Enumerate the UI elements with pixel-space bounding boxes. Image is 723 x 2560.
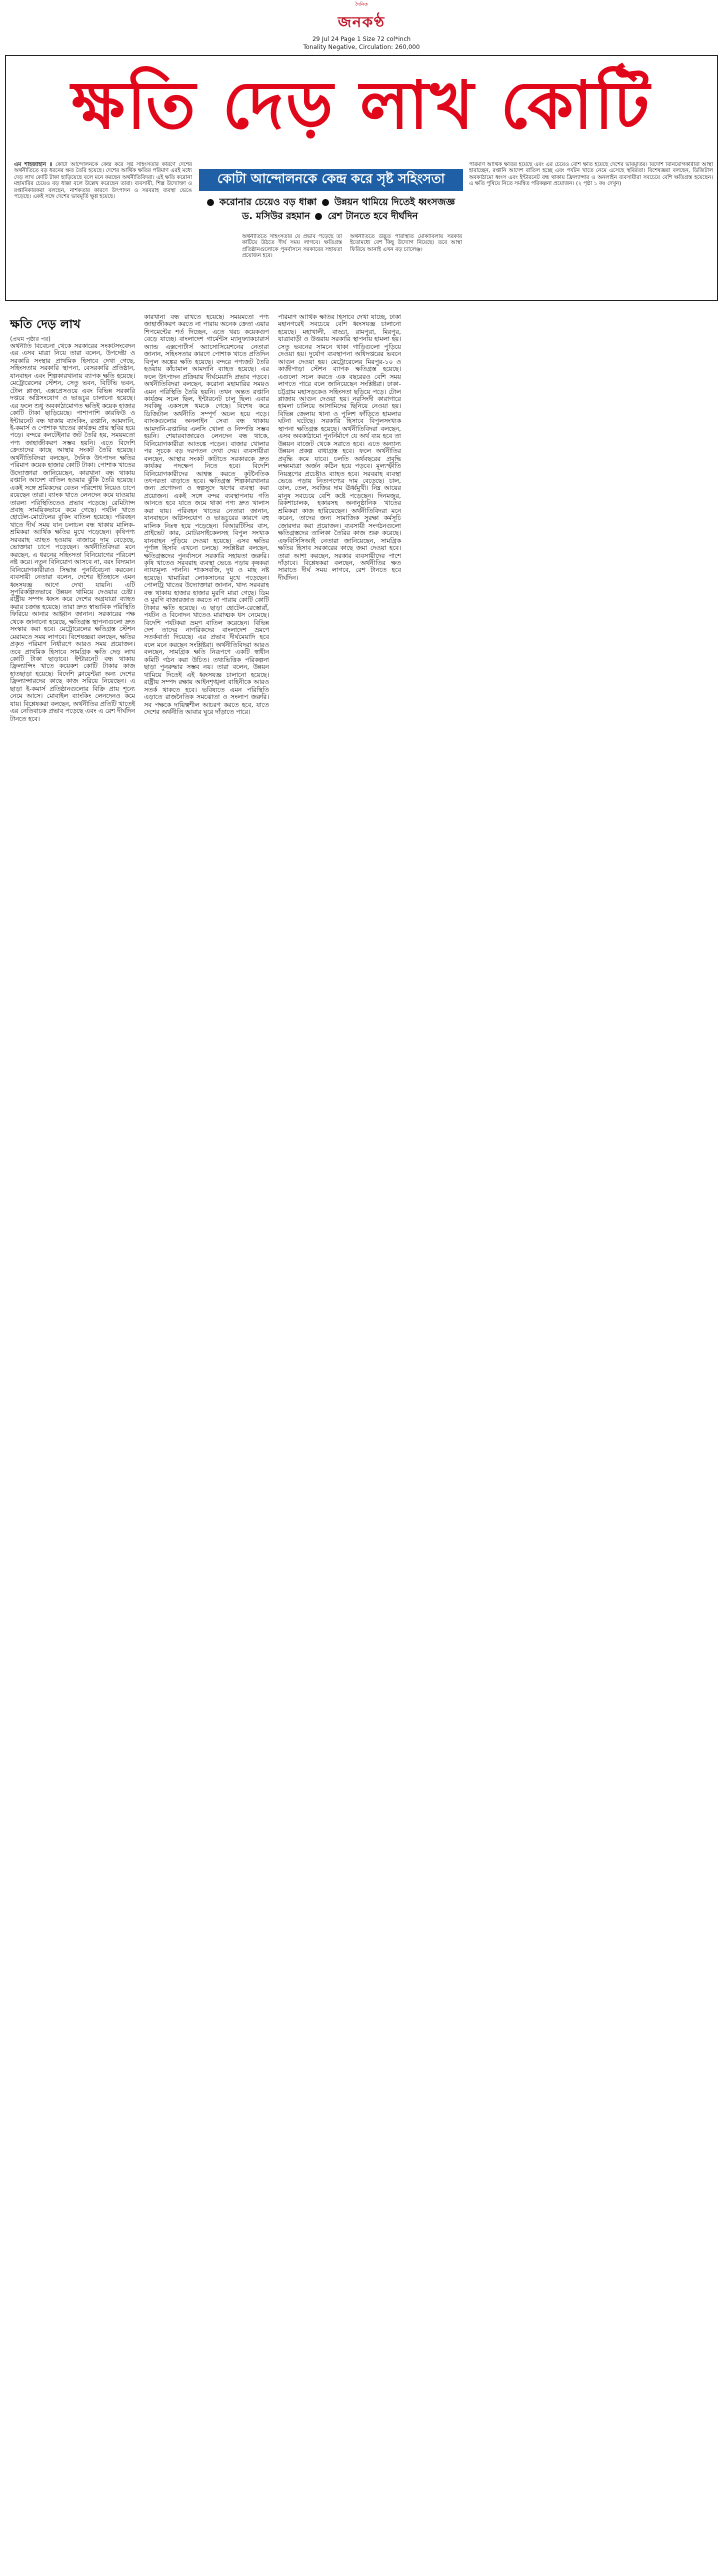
masthead-tagline: দৈনিক <box>355 2 368 8</box>
bullet-4: রেশ টানতে হবে দীর্ঘদিন <box>327 211 418 222</box>
lead-column-1 <box>14 162 192 294</box>
headline-bullets <box>199 196 461 224</box>
reporter-byline: এম শাহজাহান ॥ <box>14 162 53 168</box>
lead-column-1-text: কোটা আন্দোলনকে কেন্দ্র করে সৃষ্ট সহিংসতার কারণে দেশের অর্থনীতিতে বড় ধরনের ক্ষত তৈরি হয়েছে। দেশের আর্থিক ক্ষতির পরিমাণ এরই মধ্যে দেড় লাখ কোটি টাকা ছাড়িয়েছে বলে মনে করছেন অর্থনীতিবিদরা। এই ক্ষতি করোনা মহামারির চেয়েও বড় ধাক্কা বলে উল্লেখ করেছেন তারা। ব্যবসায়ী, শিল্প উদ্যোক্তা ও রপ্তানিকারকরা বলছেন, নাশকতার কারণে উৎপাদন ও সরবরাহ ব্যবস্থা ভেঙে পড়েছে। একই সঙ্গে দেশের ভাবমূর্তি ক্ষুণ্ণ হয়েছে। <box>14 162 192 201</box>
continuation-column-2: কারখানা বন্ধ রাখতে হয়েছে। সময়মতো পণ্য জাহাজীকরণ করতে না পারায় অনেক ক্রেতা এয়ার শিপমেন্টের শর্ত দিচ্ছেন, এতে খরচ কয়েকগুণ বেড়ে যাচ্ছে। বাংলাদেশ গার্মেন্টস ম্যানুফ্যাকচারার্স অ্যান্ড এক্সপোর্টার্স অ্যাসোসিয়েশনের নেতারা জানান, সহিংসতার কারণে পোশাক খাতে প্রতিদিন বিপুল অঙ্কের ক্ষতি হয়েছে। বন্দরে পণ্যজট তৈরি হওয়ায় কাঁচামাল আমদানি ব্যাহত হয়েছে। এর ফলে উৎপাদন প্রক্রিয়ায় দীর্ঘমেয়াদি প্রভাব পড়বে। অর্থনীতিবিদরা বলছেন, করোনা মহামারির সময়ও এমন পরিস্থিতি তৈরি হয়নি। তখন অন্তত রপ্তানি কার্যক্রম সচল ছিল, ইন্টারনেট চালু ছিল। এবার সবকিছু একসঙ্গে থমকে গেছে। বিশেষ করে ডিজিটাল অর্থনীতি সম্পূর্ণ অচল হয়ে পড়ে। ব্যাংকগুলোর অনলাইন সেবা বন্ধ থাকায় আমদানি-রপ্তানির এলসি খোলা ও নিষ্পত্তি সম্ভব হয়নি। শেয়ারবাজারেও লেনদেন বন্ধ থাকে, বিনিয়োগকারীরা আতঙ্কে পড়েন। বাজার খোলার পর সূচকে বড় দরপতন দেখা দেয়। ব্যবসায়ীরা বলছেন, আস্থার সংকট কাটাতে সরকারকে দ্রুত কার্যকর পদক্ষেপ নিতে হবে। বিদেশি বিনিয়োগকারীদের আশ্বস্ত করতে কূটনৈতিক তৎপরতা বাড়াতে হবে। ক্ষতিগ্রস্ত শিল্পকারখানার জন্য প্রণোদনা ও স্বল্পসুদে ঋণের ব্যবস্থা করা প্রয়োজন। একই সঙ্গে বন্দর ব্যবস্থাপনায় গতি আনতে হবে যাতে জমে থাকা পণ্য দ্রুত খালাস করা যায়। পরিবহন খাতের নেতারা জানান, যানবাহনে অগ্নিসংযোগ ও ভাঙচুরের কারণে বহু মালিক নিঃস্ব হয়ে পড়েছেন। বিআরটিসির বাস, প্রাইভেট কার, মোটরসাইকেলসহ বিপুল সংখ্যক যানবাহন পুড়িয়ে দেওয়া হয়েছে। এসব ক্ষতির পূর্ণাঙ্গ হিসাব এখনো চলছে। সংশ্লিষ্টরা বলছেন, ক্ষতিগ্রস্তদের পুনর্বাসনে সরকারি সহায়তা জরুরি। কৃষি খাতেও সরবরাহ ব্যবস্থা ভেঙে পড়ায় কৃষকরা ন্যায্যমূল্য পাননি। শাকসবজি, দুধ ও মাছ নষ্ট হয়েছে। খামারিরা লোকসানের মুখে পড়েছেন। পোলট্রি খাতের উদ্যোক্তারা জানান, খাদ্য সরবরাহ বন্ধ থাকায় হাজার হাজার মুরগি মারা গেছে। ডিম ও মুরগি বাজারজাত করতে না পারায় কোটি কোটি টাকার ক্ষতি হয়েছে। এ ছাড়া হোটেল-রেস্তোরাঁ, পর্যটন ও বিনোদন খাতেও মারাত্মক ধস নেমেছে। বিদেশি পর্যটকরা ভ্রমণ বাতিল করেছেন। বিভিন্ন দেশ তাদের নাগরিকদের বাংলাদেশ ভ্রমণে সতর্কবার্তা দিয়েছে। এর প্রভাব দীর্ঘমেয়াদি হবে বলে মনে করছেন সংশ্লিষ্টরা। অর্থনীতিবিদরা আরও বলছেন, সামগ্রিক ক্ষতি নিরূপণে একটি স্বাধীন কমিটি গঠন করা উচিত। তথ্যভিত্তিক পরিকল্পনা ছাড়া পুনরুদ্ধার সম্ভব নয়। তারা বলেন, উন্নয়ন থামিয়ে দিতেই এই ধ্বংসযজ্ঞ চালানো হয়েছে। রাষ্ট্রীয় সম্পদ রক্ষায় আইনশৃঙ্খলা বাহিনীকে আরও সতর্ক থাকতে হবে। ভবিষ্যতে এমন পরিস্থিতি এড়াতে রাজনৈতিক সমঝোতা ও সংলাপ জরুরি। সব পক্ষকে দায়িত্বশীল আচরণ করতে হবে, যাতে দেশের অর্থনীতি আবার ঘুরে দাঁড়াতে পারে। <box>144 314 269 717</box>
newspaper-masthead <box>0 0 723 52</box>
clipping-date-line: 29 Jul 24 Page 1 Size 72 col*inch <box>312 36 411 43</box>
bullet-2: উন্নয়ন থামিয়ে দিতেই ধ্বংসজজ্ঞ <box>334 197 455 208</box>
continuation-note: (প্রথম পৃষ্ঠার পর) <box>10 336 51 343</box>
bullet-dot-icon <box>207 199 214 206</box>
subheadline-banner: কোটা আন্দোলনকে কেন্দ্র করে সৃষ্ট সহিংসতা <box>199 169 463 191</box>
bullet-3: ড. মসিউর রহমান <box>242 211 311 222</box>
clipping-tonality-line: Tonality Negative, Circulation: 260,000 <box>303 44 420 51</box>
lead-column-3: অর্থনীতিতে উদ্ভূত পরিস্থিতি মোকাবিলায় সরকার ইতোমধ্যে বেশ কিছু উদ্যোগ নিয়েছে। তবে আস্থা ফিরিয়ে আনাই এখন বড় চ্যালেঞ্জ। <box>350 234 462 253</box>
masthead-logo <box>338 11 385 36</box>
bullet-dot-icon <box>315 213 322 220</box>
continuation-title: ক্ষতি দেড় লাখ <box>10 317 81 331</box>
continuation-column-3: পরিমাণ আর্থিক ক্ষতির হিসাবে দেখা যাচ্ছে, ঢাকা মহানগরেই সবচেয়ে বেশি ধ্বংসযজ্ঞ চালানো হয়েছে। মহাখালী, বাড্ডা, রামপুরা, মিরপুর, যাত্রাবাড়ী ও উত্তরায় সরকারি স্থাপনায় হামলা হয়। সেতু ভবনের সামনে থাকা গাড়িগুলো পুড়িয়ে দেওয়া হয়। দুর্যোগ ব্যবস্থাপনা অধিদপ্তরের ভবনে আগুন দেওয়া হয়। মেট্রোরেলের মিরপুর-১০ ও কাজীপাড়া স্টেশন ব্যাপক ক্ষতিগ্রস্ত হয়েছে। এগুলো সচল করতে এক বছরেরও বেশি সময় লাগতে পারে বলে জানিয়েছেন সংশ্লিষ্টরা। ঢাকা-চট্টগ্রাম মহাসড়কেও সহিংসতা ছড়িয়ে পড়ে। টোল প্লাজায় আগুন দেওয়া হয়। নরসিংদী কারাগারে হামলা চালিয়ে আসামিদের ছিনিয়ে নেওয়া হয়। বিভিন্ন জেলায় থানা ও পুলিশ ফাঁড়িতে হামলার ঘটনা ঘটেছে। সরকারি হিসাবে বিপুলসংখ্যক স্থাপনা ক্ষতিগ্রস্ত হয়েছে। অর্থনীতিবিদরা বলছেন, এসব অবকাঠামো পুনর্নির্মাণে যে অর্থ ব্যয় হবে তা উন্নয়ন বাজেট থেকে সরাতে হবে। এতে অন্যান্য উন্নয়ন প্রকল্প বাধাগ্রস্ত হবে। ফলে অর্থনীতির প্রবৃদ্ধি কমে যাবে। চলতি অর্থবছরের প্রবৃদ্ধি লক্ষ্যমাত্রা অর্জন কঠিন হয়ে পড়বে। মূল্যস্ফীতি নিয়ন্ত্রণের প্রচেষ্টাও ব্যাহত হবে। সরবরাহ ব্যবস্থা ভেঙে পড়ায় নিত্যপণ্যের দাম বেড়েছে। চাল, ডাল, তেল, সবজির দাম ঊর্ধ্বমুখী। নিম্ন আয়ের মানুষ সবচেয়ে বেশি কষ্টে পড়েছেন। দিনমজুর, রিকশাচালক, হকারসহ অনানুষ্ঠানিক খাতের শ্রমিকরা কাজ হারিয়েছেন। অর্থনীতিবিদরা মনে করেন, তাদের জন্য সামাজিক সুরক্ষা কর্মসূচি জোরদার করা প্রয়োজন। ব্যবসায়ী সংগঠনগুলো ক্ষতিগ্রস্তদের তালিকা তৈরির কাজ শুরু করেছে। এফবিসিসিআই নেতারা জানিয়েছেন, সামগ্রিক ক্ষতির হিসাব সরকারের কাছে জমা দেওয়া হবে। তারা আশা করছেন, সরকার ব্যবসায়ীদের পাশে দাঁড়াবে। বিশ্লেষকরা বলছেন, অর্থনীতির ক্ষত সারাতে দীর্ঘ সময় লাগবে, রেশ টানতে হবে দীর্ঘদিন। <box>278 314 401 582</box>
lead-column-4: পরিমাণ আর্থিক ক্ষতির হয়েছে এবং এর চেয়েও বেশি ক্ষতি হয়েছে দেশের ভাবমূর্তির। বিদেশি বিনিয়োগকারীরা আস্থা হারাচ্ছেন, রপ্তানি আদেশ বাতিল হচ্ছে এবং পর্যটন খাতে নেমে এসেছে স্থবিরতা। বিশেষজ্ঞরা বলছেন, ডিজিটাল অবকাঠামো ধ্বংস এবং ইন্টারনেট বন্ধ থাকায় ফ্রিল্যান্সার ও অনলাইন ব্যবসায়ীরা সবচেয়ে বেশি ক্ষতিগ্রস্ত হয়েছেন। এ ক্ষতি পুষিয়ে নিতে সমন্বিত পরিকল্পনা প্রয়োজন। (২ পৃষ্ঠা ১ কঃ দেখুন) <box>469 162 713 188</box>
front-page-clipping <box>5 55 718 301</box>
bullet-dot-icon <box>322 199 329 206</box>
main-headline: ক্ষতি দেড় লাখ কোটি <box>71 66 652 144</box>
lead-column-2: অর্থনীতিতে সহিংসতার যে প্রভাব পড়েছে তা কাটিয়ে উঠতে দীর্ঘ সময় লাগবে। ক্ষতিগ্রস্ত প্রতিষ্ঠানগুলোকে পুনর্বাসনে সরকারের সহায়তা প্রয়োজন হবে। <box>242 234 342 260</box>
bullet-1: করোনার চেয়েও বড় ধাক্কা <box>219 197 317 208</box>
continuation-column-1: অর্থনীতি বিবেচনা থেকে সরকারের সংকটসংবেদন এর এসব মাত্রা নিয়ে তারা বলেন, উপদেষ্টা ও সরকারি সংস্থার প্রাথমিক হিসাবে দেখা গেছে, সহিংসতায় সরকারি স্থাপনা, বেসরকারি প্রতিষ্ঠান, যানবাহন এবং শিল্পকারখানায় ব্যাপক ক্ষতি হয়েছে। মেট্রোরেলের স্টেশন, সেতু ভবন, বিটিভি ভবন, টোল প্লাজা, এক্সপ্রেসওয়ে এবং বিভিন্ন সরকারি দপ্তরে অগ্নিসংযোগ ও ভাঙচুর চালানো হয়েছে। এর ফলে শুধু অবকাঠামোগত ক্ষতিই কয়েক হাজার কোটি টাকা ছাড়িয়েছে। পাশাপাশি কারফিউ ও ইন্টারনেট বন্ধ থাকায় ব্যাংকিং, রপ্তানি, আমদানি, ই-কমার্স ও পোশাক খাতের কার্যক্রম প্রায় স্থবির হয়ে পড়ে। বন্দরে কনটেইনার জট তৈরি হয়, সময়মতো পণ্য জাহাজীকরণ সম্ভব হয়নি। এতে বিদেশি ক্রেতাদের কাছে আস্থার সংকট তৈরি হয়েছে। অর্থনীতিবিদরা বলছেন, দৈনিক উৎপাদন ক্ষতির পরিমাণ কয়েক হাজার কোটি টাকা। পোশাক খাতের উদ্যোক্তারা জানিয়েছেন, কারখানা বন্ধ থাকায় রপ্তানি আদেশ বাতিল হওয়ার ঝুঁকি তৈরি হয়েছে। একই সঙ্গে শ্রমিকদের বেতন পরিশোধ নিয়েও চাপে রয়েছেন তারা। ব্যাংক খাতে লেনদেন কমে যাওয়ায় তারল্য পরিস্থিতিতেও প্রভাব পড়েছে। রেমিট্যান্স প্রবাহ সাময়িকভাবে কমে গেছে। পর্যটন খাতে হোটেল-মোটেলের বুকিং বাতিল হয়েছে। পরিবহন খাতে দীর্ঘ সময় যান চলাচল বন্ধ থাকায় মালিক-শ্রমিকরা আর্থিক ক্ষতির মুখে পড়েছেন। কৃষিপণ্য সরবরাহ ব্যাহত হওয়ায় বাজারে দাম বেড়েছে, ভোক্তারা চাপে পড়েছেন। অর্থনীতিবিদরা মনে করছেন, এ ধরনের সহিংসতা বিনিয়োগের পরিবেশ নষ্ট করে। নতুন বিনিয়োগ আসবে না, বরং বিদ্যমান বিনিয়োগকারীরাও সিদ্ধান্ত পুনর্বিবেচনা করবেন। ব্যবসায়ী নেতারা বলেন, দেশের ইতিহাসে এমন ধ্বংসযজ্ঞ আগে দেখা যায়নি। এটি সুপরিকল্পিতভাবে উন্নয়ন থামিয়ে দেওয়ার চেষ্টা। রাষ্ট্রীয় সম্পদ ধ্বংস করে দেশের অগ্রযাত্রা ব্যাহত করার চক্রান্ত হয়েছে। তারা দ্রুত স্বাভাবিক পরিস্থিতি ফিরিয়ে আনার আহ্বান জানান। সরকারের পক্ষ থেকে জানানো হয়েছে, ক্ষতিগ্রস্ত স্থাপনাগুলো দ্রুত সংস্কার করা হবে। মেট্রোরেলের ক্ষতিগ্রস্ত স্টেশন মেরামতে সময় লাগবে। বিশেষজ্ঞরা বলছেন, ক্ষতির প্রকৃত পরিমাণ নির্ধারণে আরও সময় প্রয়োজন। তবে প্রাথমিক হিসাবে সামগ্রিক ক্ষতি দেড় লাখ কোটি টাকা ছাড়াবে। ইন্টারনেট বন্ধ থাকায় ফ্রিল্যান্সিং খাতে কয়েকশ কোটি টাকার কাজ হাতছাড়া হয়েছে। বিদেশি ক্লায়েন্টরা অন্য দেশের ফ্রিল্যান্সারদের কাছে কাজ সরিয়ে নিয়েছেন। এ ছাড়া ই-কমার্স প্রতিষ্ঠানগুলোর বিক্রি প্রায় শূন্যে নেমে আসে। মোবাইল ব্যাংকিং লেনদেনও কমে যায়। বিশ্লেষকরা বলছেন, অর্থনীতির প্রতিটি খাতেই এর নেতিবাচক প্রভাব পড়েছে এবং এ রেশ দীর্ঘদিন টানতে হবে। <box>10 343 135 723</box>
masthead-logo-text: জনকণ্ঠ <box>337 13 386 31</box>
